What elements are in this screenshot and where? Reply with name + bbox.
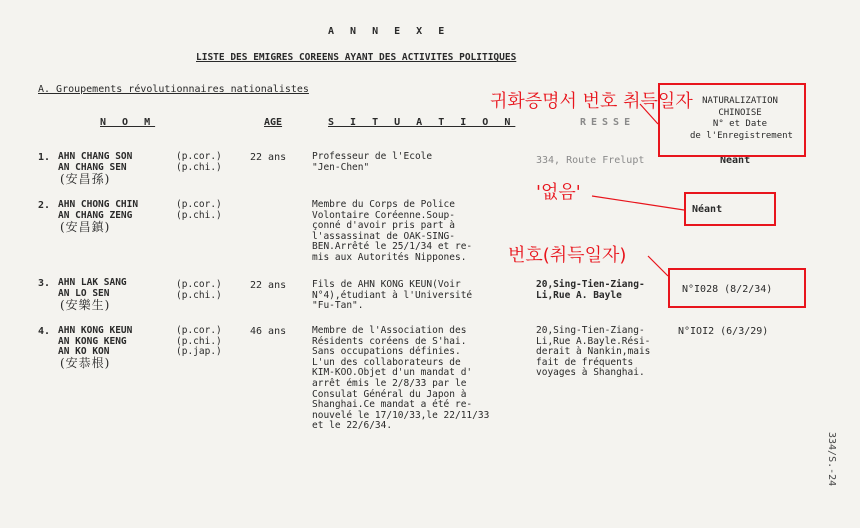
entry-1-address: 334, Route Frelupt [536,155,645,166]
entry-2-naturalization: Néant [692,204,723,215]
annotation-label-number: 번호(취득일자) [508,245,627,266]
annotation-label-none: '없음' [536,182,581,203]
entry-1-number: 1. [38,152,51,163]
header-naturalization: NATURALIZATION CHINOISE N° et Date de l'Enregistrement [690,96,793,141]
entry-3-naturalization: N°I028 (8/2/34) [682,284,773,295]
section-heading-text: A. Groupements révolutionnaires nationalistes [38,84,309,95]
arrow-line-1 [640,104,658,124]
entry-4-situation: Membre de l'Association des Résidents coréens de S'hai. Sans occupations définies. L'un des collaborateurs de KIM-KOO.Objet d'un mandat d' arrêt émis le 2/8/33 par le Consulat Général du Japon à Shanghai.Ce mandat a été re- nouvelé le 17/10/33,le 22/11/33 et le 22/6/34. [312,325,490,432]
entry-4-address: 20,Sing-Tien-Ziang- Li,Rue A.Bayle.Rési- derait à Nankin,mais fait de fréquents voyages à Shanghai. [536,325,651,379]
header-age: AGE [264,117,283,128]
arrow-line-2 [592,196,684,210]
entry-4-number: 4. [38,326,51,337]
entry-3-address: 20,Sing-Tien-Ziang- Li,Rue A. Bayle [536,279,645,301]
entry-4-naturalization: N°IOI2 (6/3/29) [678,326,769,337]
entry-1-situation: Professeur de l'Ecole "Jen-Chen" [312,151,433,173]
document-subtitle: LISTE DES EMIGRES COREENS AYANT DES ACTIVITES POLITIQUES [196,52,517,63]
entry-2-situation: Membre du Corps de Police Volontaire Coréenne.Soup- çonné d'avoir pris part à l'assassinat de OAK-SING- BEN.Arrêté le 25/1/34 et re- mis aux Autorités Nippones. [312,199,473,263]
entry-4-hanja: (安恭根) [60,356,111,370]
entry-1-nationality: (p.cor.) (p.chi.) [176,151,222,173]
entry-1-hanja: (安昌孫) [60,172,111,186]
arrow-line-3 [648,256,668,276]
entry-4-age: 46 ans [250,326,287,337]
entry-1-age: 22 ans [250,152,287,163]
entry-2-number: 2. [38,200,51,211]
entry-3-age: 22 ans [250,280,287,291]
entry-3-names: AHN LAK SANG AN LO SEN [58,277,127,299]
entry-3-situation: Fils de AHN KONG KEUN(Voir N°4),étudiant à l'Université "Fu-Tan". [312,279,473,312]
annotation-label-certificate: 귀화증명서 번호 취득일자 [490,91,693,112]
entry-3-hanja: (安樂生) [60,298,111,312]
side-archive-number: 334/S.-24 [826,432,837,487]
header-situation: S I T U A T I O N [328,117,516,128]
entry-4-names: AHN KONG KEUN AN KONG KENG AN KO KON [58,325,133,358]
entry-1-names: AHN CHANG SON AN CHANG SEN [58,151,133,173]
annex-title: A N N E X E [328,26,450,37]
header-adresse: RESSE [580,117,636,128]
entry-2-nationality: (p.cor.) (p.chi.) [176,199,222,221]
entry-3-number: 3. [38,278,51,289]
entry-2-hanja: (安昌鎮) [60,220,111,234]
entry-1-naturalization: Néant [720,155,751,166]
entry-4-nationality: (p.cor.) (p.chi.) (p.jap.) [176,325,222,358]
entry-3-nationality: (p.cor.) (p.chi.) [176,279,222,301]
entry-2-names: AHN CHONG CHIN AN CHANG ZENG [58,199,139,221]
header-nom: N O M [100,117,156,128]
